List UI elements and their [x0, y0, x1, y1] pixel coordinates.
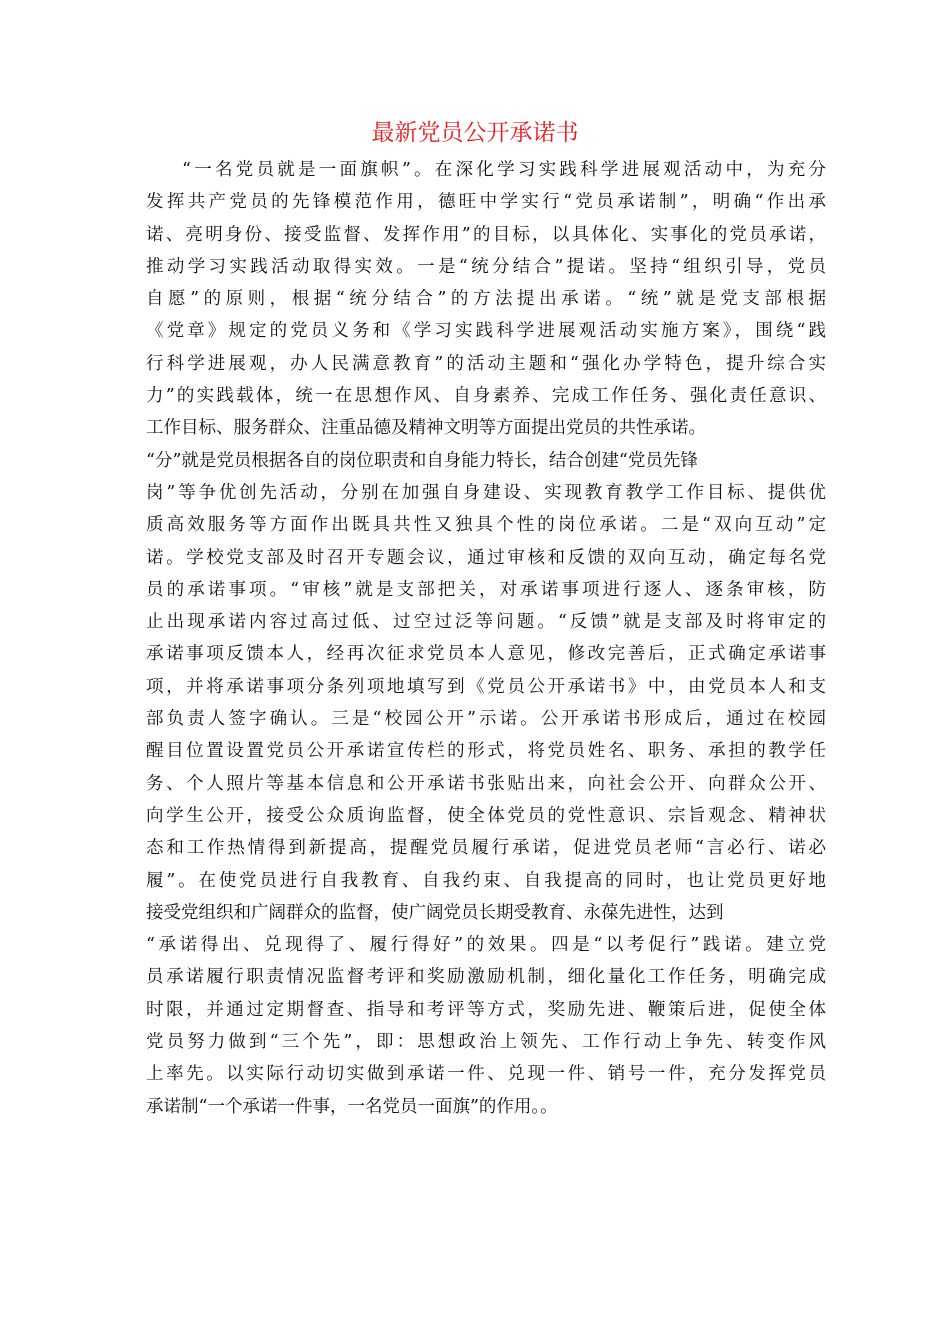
- paragraph-line: “一名党员就是一面旗帜”。在深化学习实践科学进展观活动中，为充分: [182, 160, 826, 180]
- paragraph-line: 部负责人签字确认。三是“校园公开”示诺。公开承诺书形成后，通过在校园: [146, 709, 826, 730]
- paragraph-line: 《党章》规定的党员义务和《学习实践科学进展观活动实施方案》，围绕“践: [146, 321, 826, 342]
- paragraph-line: 止出现承诺内容过高过低、过空过泛等问题。“反馈”就是支部及时将审定的: [146, 612, 826, 633]
- paragraph-line: 行科学进展观，办人民满意教育”的活动主题和“强化办学特色，提升综合实: [146, 353, 826, 374]
- paragraph-line: 履”。在使党员进行自我教育、自我约束、自我提高的同时，也让党员更好地: [146, 870, 826, 891]
- document-title: 最新党员公开承诺书: [371, 120, 579, 146]
- paragraph-line: 醒目位置设置党员公开承诺宣传栏的形式，将党员姓名、职务、承担的教学任: [146, 741, 826, 762]
- paragraph-line: 务、个人照片等基本信息和公开承诺书张贴出来，向社会公开、向群众公开、: [146, 773, 826, 794]
- paragraph-line: 接受党组织和广阔群众的监督，使广阔党员长期受教育、永葆先进性，达到: [146, 902, 724, 923]
- paragraph-line: 承诺制“一个承诺一件事，一名党员一面旗”的作用。。: [146, 1096, 558, 1117]
- document-body: [146, 154, 826, 1123]
- paragraph-line: “承诺得出、兑现得了、履行得好”的效果。四是“以考促行”践诺。建立党: [146, 935, 826, 956]
- paragraph-line: 时限，并通过定期督查、指导和考评等方式，奖励先进、鞭策后进，促使全体: [146, 999, 826, 1020]
- paragraph-line: 发挥共产党员的先锋模范作用，德旺中学实行“党员承诺制”，明确“作出承: [146, 192, 826, 213]
- paragraph-line: 自愿”的原则，根据“统分结合”的方法提出承诺。“统”就是党支部根据: [146, 289, 826, 310]
- paragraph-line: 推动学习实践活动取得实效。一是“统分结合”提诺。坚持“组织引导，党员: [146, 256, 826, 277]
- paragraph-line: 诺、亮明身份、接受监督、发挥作用”的目标，以具体化、实事化的党员承诺，: [146, 224, 826, 245]
- paragraph-line: 员的承诺事项。“审核”就是支部把关，对承诺事项进行逐人、逐条审核，防: [146, 579, 826, 600]
- paragraph-line: 员承诺履行职责情况监督考评和奖励激励机制，细化量化工作任务，明确完成: [146, 967, 826, 988]
- paragraph-line: 态和工作热情得到新提高，提醒党员履行承诺，促进党员老师“言必行、诺必: [146, 838, 826, 859]
- paragraph-line: 岗”等争优创先活动，分别在加强自身建设、实现教育教学工作目标、提供优: [146, 482, 826, 503]
- paragraph-line: “分”就是党员根据各自的岗位职责和自身能力特长，结合创建“党员先锋: [146, 450, 698, 471]
- paragraph-line: 承诺事项反馈本人，经再次征求党员本人意见，修改完善后，正式确定承诺事: [146, 644, 826, 665]
- paragraph-line: 诺。学校党支部及时召开专题会议，通过审核和反馈的双向互动，确定每名党: [146, 547, 826, 568]
- paragraph-line: 力”的实践载体，统一在思想作风、自身素养、完成工作任务、强化责任意识、: [146, 386, 826, 407]
- paragraph-line: 项，并将承诺事项分条列项地填写到《党员公开承诺书》中，由党员本人和支: [146, 676, 826, 697]
- paragraph-line: 工作目标、服务群众、注重品德及精神文明等方面提出党员的共性承诺。: [146, 418, 706, 439]
- paragraph-line: 上率先。以实际行动切实做到承诺一件、兑现一件、销号一件，充分发挥党员: [146, 1064, 826, 1085]
- paragraph-line: 质高效服务等方面作出既具共性又独具个性的岗位承诺。二是“双向互动”定: [146, 515, 827, 536]
- paragraph-line: 向学生公开，接受公众质询监督，使全体党员的党性意识、宗旨观念、精神状: [146, 805, 826, 826]
- paragraph-line: 党员努力做到“三个先”，即：思想政治上领先、工作行动上争先、转变作风: [146, 1032, 826, 1053]
